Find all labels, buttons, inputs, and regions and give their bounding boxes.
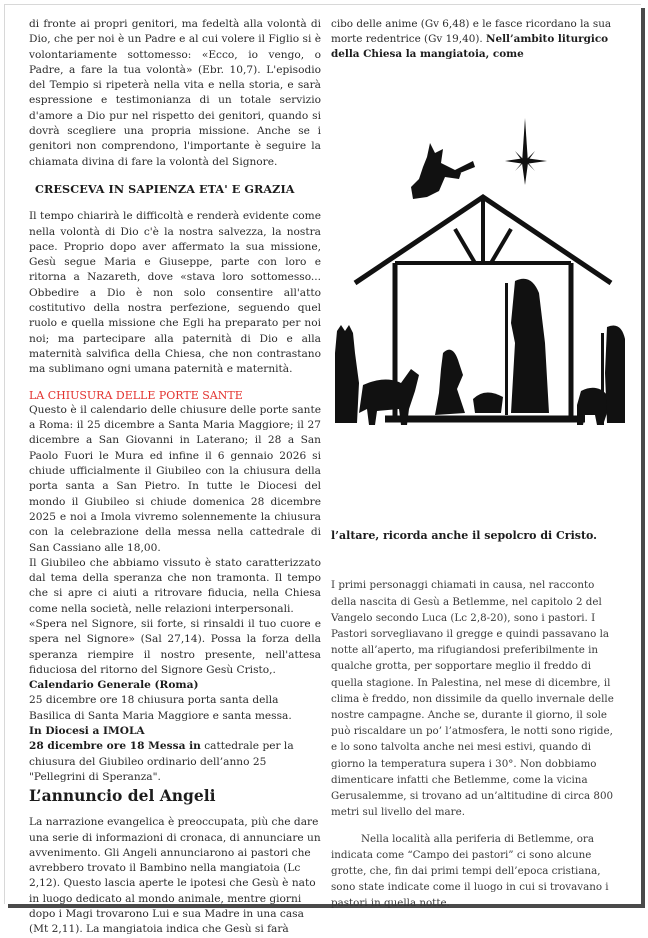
imola-paragraph bbox=[29, 739, 321, 785]
left-column bbox=[29, 17, 321, 938]
intro-paragraph: di fronte ai propri genitori, ma fedeltà alla volontà di Dio, che per noi è un Padre e al cui volere il Figlio si è volontariamente sottomesso: «Ecco, io vengo, o Padre, a fare la tua volontà» (Ebr. 10,7). L'episodio del Tempio si ripeterà nella vita e nella storia, e sarà espressione e testimonianza di un totale servizio d'amore a Dio pur nel rispetto dei genitori, quando si dovrà scegliere una propria missione. Anche se i genitori non comprendono, l'importante è seguire la chiamata divina di fare la volontà del Signore. bbox=[29, 18, 321, 168]
document-page bbox=[4, 4, 641, 936]
heading-porte-sante: LA CHIUSURA DELLE PORTE SANTE bbox=[29, 388, 243, 402]
porte-paragraph-3: «Spera nel Signore, sii forte, si rinsaldi il tuo cuore e spera nel Signore» (Sal 27,14). Possa la forza della speranza riempire il nostro presente, nell'attesa fiduciosa del ritorno del Signore Gesù Cristo,. bbox=[29, 617, 321, 676]
right-column-top bbox=[331, 17, 621, 63]
imola-text: cattedrale per la chiusura del Giubileo ordinario dell’anno 25 "Pellegrini di Speranza". bbox=[29, 740, 294, 783]
calendar-text: 25 dicembre ore 18 chiusura porta santa della Basilica di Santa Maria Maggiore e santa messa. bbox=[29, 694, 292, 722]
continuation-paragraph bbox=[331, 17, 621, 63]
porte-paragraph-2: Il Giubileo che abbiamo vissuto è stato caratterizzato dal tema della speranza che non tramonta. Il tempo che si apre ci aiuti a ritrovare fiducia, nella Chiesa come nella società, nelle relazioni interpersonali. bbox=[29, 556, 321, 615]
sapienza-paragraph: Il tempo chiarirà le difficoltà e renderà evidente come nella volontà di Dio c'è la nostra salvezza, la nostra pace. Proprio dopo aver affermato la sua missione, Gesù segue Maria e Giuseppe, parte con loro e ritorna a Nazareth, dove «stava loro sottomesso... Obbedire a Dio è non solo consentire all'atto costitutivo della nostra perfezione, seguendo quel ruolo e quella missione che Egli ha preparato per noi noi; ma partecipare alla paternità di Dio e alla maternità salvifica della Chiesa, che non contrastano ma sublimano ogni umana paternità e maternità. bbox=[29, 210, 321, 376]
continuation-text: cibo delle anime (Gv 6,48) e le fasce ricordano la sua morte redentrice (Gv 19,40). bbox=[331, 18, 612, 46]
calendar-heading: Calendario Generale (Roma) bbox=[29, 679, 199, 692]
altar-line: l’altare, ricorda anche il sepolcro di Cristo. bbox=[331, 529, 597, 542]
imola-heading: In Diocesi a IMOLA bbox=[29, 725, 145, 738]
angel-icon bbox=[411, 143, 475, 199]
angeli-paragraph: La narrazione evangelica è preoccupata, più che dare una serie di informazioni di cronaca, di annunciare un avvenimento. Gli Angeli annunciarono ai pastori che avrebbero trovato il Bambino nella mangiatoia (Lc 2,12). Questo lascia aperte le ipotesi che Gesù è nato in luogo dedicato al mondo animale, mentre giorni dopo i Magi trovarono Lui e sua Madre in una casa (Mt 2,11). La mangiatoia indica che Gesù si farà bbox=[29, 816, 321, 936]
heading-angeli: L’annuncio del Angeli bbox=[29, 786, 216, 806]
continuation-bold: Nell’ambito liturgico della Chiesa la mangiatoia, come bbox=[331, 33, 609, 61]
manger-icon bbox=[473, 392, 503, 413]
pastori-paragraph: I primi personaggi chiamati in causa, nel racconto della nascita di Gesù a Betlemme, nel capitolo 2 del Vangelo secondo Luca (Lc 2,8-20), sono i pastori. I Pastori sorvegliavano il gregge e quindi passavano la notte all’aperto, ma rifugiandosi preferibilmente in qualche grotta, per sopportare meglio il freddo di quella stagione. In Palestina, nel mese di dicembre, il clima è freddo, non dissimile da quello invernale delle nostre campagne. Anche se, durante il giorno, il sole può riscaldare un po’ l’atmosfera, le notti sono rigide, e lo sono talvolta anche nei mesi estivi, quando di giorno la temperatura supera i 30°. Non dobbiamo dimenticare infatti che Betlemme, come la vicina Gerusalemme, si trovano ad un’altitudine di circa 800 metri sul livello del mare. bbox=[331, 579, 614, 819]
porte-paragraph-1: Questo è il calendario delle chiusure delle porte sante a Roma: il 25 dicembre a Santa Maria Maggiore; il 27 dicembre a San Giovanni in Laterano; il 28 a San Paolo Fuori le Mura ed infine il 6 gennaio 2026 si chiude ufficialmente il Giubileo con la chiusura della porta santa a San Pietro. In tutte le Diocesi del mondo il Giubileo si chiude domenica 28 dicembre 2025 e noi a Imola vivremo solennemente la chiusura con la celebrazione della messa nella cattedrale di San Cassiano alle 18,00. bbox=[29, 403, 321, 554]
right-column-bottom bbox=[331, 567, 621, 922]
nativity-scene-illustration bbox=[335, 113, 625, 443]
joseph-icon bbox=[505, 279, 549, 415]
heading-sapienza: CRESCEVA IN SAPIENZA ETA' E GRAZIA bbox=[35, 181, 295, 196]
imola-bold: 28 dicembre ore 18 Messa in bbox=[29, 740, 201, 753]
campo-paragraph: Nella località alla periferia di Betlemme, ora indicata come “Campo dei pastori” ci sono alcune grotte, che, fin dai primi tempi dell’epoca cristiana, sono state indicate come il luogo in cui si trovavano i pastori in quella notte. bbox=[331, 832, 609, 910]
king-icon bbox=[335, 325, 359, 423]
mary-icon bbox=[435, 350, 465, 415]
star-icon bbox=[505, 118, 547, 185]
